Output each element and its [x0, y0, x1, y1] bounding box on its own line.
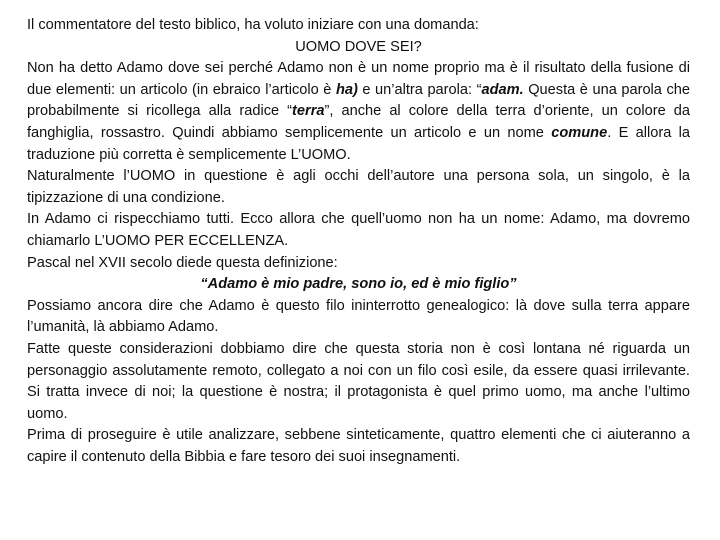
pascal-intro-paragraph: Pascal nel XVII secolo diede questa definizione: [27, 254, 338, 271]
section-heading: UOMO DOVE SEI? [295, 38, 422, 55]
pascal-quote: “Adamo è mio padre, sono io, ed è mio figlio” [200, 276, 517, 293]
text-run: ”, anche al colore della terra d’oriente, un colore da fanghiglia, rossastro. Quindi abbiamo semplicemente un articolo e un nome [27, 103, 690, 141]
adam-etymology-paragraph [27, 58, 690, 166]
genealogy-paragraph: Possiamo ancora dire che Adamo è questo filo ininterrotto genealogico: là dove sulla terra appare l’umanità, là abbiamo Adamo. [27, 297, 690, 336]
text-run: Non ha detto Adamo dove sei perché Adamo non è un nome proprio ma è il risultato della fusione di due elementi: un articolo (in ebraico l’articolo è [27, 60, 690, 98]
single-person-paragraph: Naturalmente l’UOMO in questione è agli occhi dell’autore una persona sola, un singolo, è la tipizzazione di una condizione. [27, 168, 690, 206]
emphasis-adam: adam. [481, 81, 524, 98]
closing-paragraph: Prima di proseguire è utile analizzare, sebbene sinteticamente, quattro elementi che ci aiuteranno a capire il contenuto della Bibbia e fare tesoro dei suoi insegnamenti. [27, 427, 690, 465]
emphasis-comune: comune [551, 124, 608, 141]
intro-paragraph: Il commentatore del testo biblico, ha voluto iniziare con una domanda: [27, 17, 479, 33]
emphasis-ha: ha) [335, 81, 358, 98]
document-page [27, 15, 690, 468]
considerations-paragraph: Fatte queste considerazioni dobbiamo dire che questa storia non è così lontana né riguarda un personaggio assolutamente remoto, collegato a noi con un filo così esile, da essere quasi irrilevante. Si tratta invece di noi; la questione è nostra; il protagonista è quel primo uomo, ma anche l’ultimo uomo. [27, 340, 690, 422]
reflection-paragraph: In Adamo ci rispecchiamo tutti. Ecco allora che quell’uomo non ha un nome: Adamo, ma dovremo chiamarlo L’UOMO PER ECCELLENZA. [27, 211, 690, 249]
text-run: . E allora la traduzione più corretta è semplicemente L’UOMO. [27, 124, 691, 163]
text-run: e un’altra parola: “ [357, 81, 482, 98]
emphasis-terra: terra [292, 103, 325, 120]
text-run: Questa è una parola che probabilmente si ricollega alla radice “ [27, 81, 690, 120]
